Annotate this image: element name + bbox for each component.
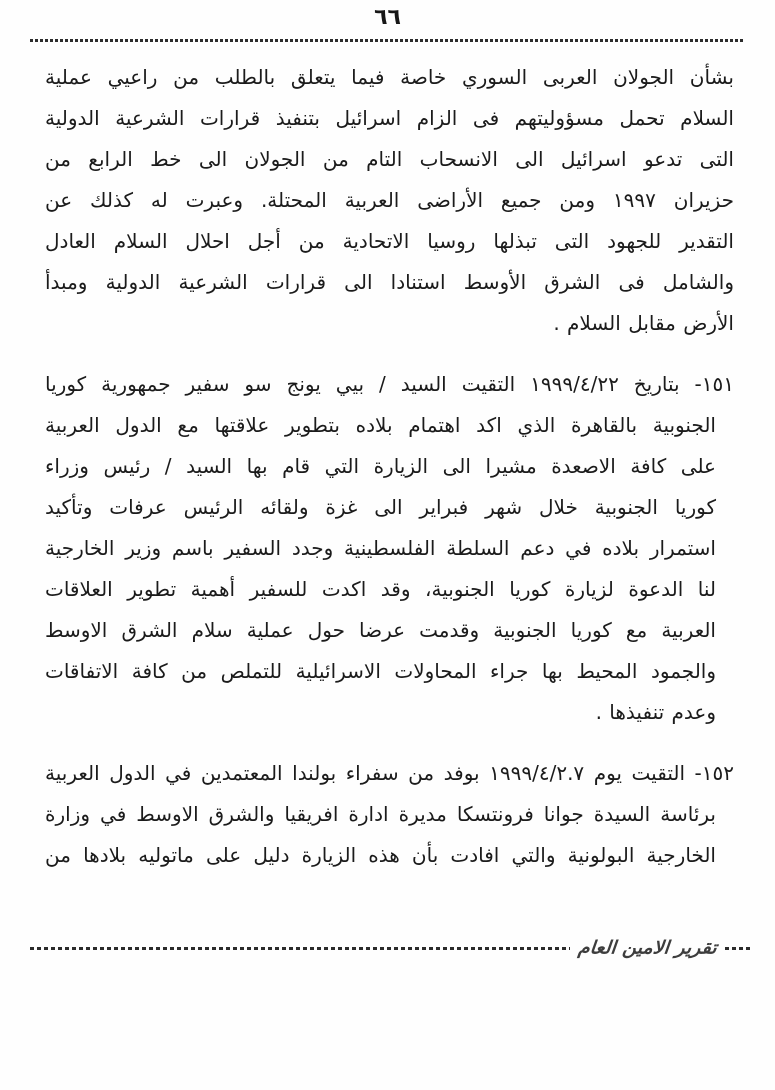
text-line: التى تدعو اسرائيل الى الانسحاب التام من الجولان الى خط الرابع من	[45, 147, 734, 171]
page-number: ٦٦	[374, 5, 401, 30]
text-line: الخارجية البولونية والتي افادت بأن هذه الزيارة دليل على ماتوليه بلادها من	[45, 843, 716, 867]
text-line: على كافة الاصعدة مشيرا الى الزيارة التي قام بها السيد / رئيس وزراء	[45, 454, 716, 478]
text-line: وعدم تنفيذها .	[595, 700, 716, 724]
footer-signature: تقرير الامين العام	[577, 937, 718, 959]
document-body	[45, 57, 734, 896]
text-line: والشامل فى الشرق الأوسط استنادا الى قرارات الشرعية الدولية ومبدأ	[45, 270, 734, 294]
text-line: استمرار بلاده في دعم السلطة الفلسطينية وجدد السفير باسم وزير الخارجية	[45, 536, 716, 560]
text-line: برئاسة السيدة جوانا فرونتسكا مديرة ادارة افريقيا والشرق الاوسط في وزارة	[45, 802, 716, 826]
footer-dash-left	[30, 947, 570, 950]
paragraph-2	[45, 364, 734, 733]
text-line: بشأن الجولان العربى السوري خاصة فيما يتعلق بالطلب من راعيي عملية	[45, 65, 734, 89]
text-line: السلام تحمل مسؤوليتهم فى الزام اسرائيل بتنفيذ قرارات الشرعية الدولية	[45, 106, 734, 130]
text-line: كوريا الجنوبية خلال شهر فبراير الى غزة ولقائه الرئيس عرفات وتأكيد	[45, 495, 716, 519]
text-line: الجنوبية بالقاهرة الذي اكد اهتمام بلاده بتطوير علاقتها مع الدول العربية	[45, 413, 716, 437]
header-divider-rule	[30, 39, 743, 42]
page-footer	[30, 928, 753, 968]
text-line: ١٥١- بتاريخ ١٩٩٩/٤/٢٢ التقيت السيد / بيي يونج سو سفير جمهورية كوريا	[45, 372, 735, 396]
text-line: العربية مع كوريا الجنوبية وقدمت عرضا حول عملية سلام الشرق الاوسط	[45, 618, 716, 642]
text-line: الأرض مقابل السلام .	[553, 311, 734, 335]
text-line: والجمود المحيط بها جراء المحاولات الاسرائيلية للتملص من كافة الاتفاقات	[45, 659, 716, 683]
paragraph-3	[45, 753, 734, 876]
text-line: التقدير للجهود التى تبذلها روسيا الاتحادية من أجل احلال السلام العادل	[45, 229, 734, 253]
text-line: لنا الدعوة لزيارة كوريا الجنوبية، وقد اكدت للسفير أهمية تطوير العلاقات	[45, 577, 716, 601]
text-line: حزيران ١٩٩٧ ومن جميع الأراضى العربية المحتلة. وعبرت له كذلك عن	[45, 188, 734, 212]
text-line: ١٥٢- التقيت يوم ١٩٩٩/٤/٢.٧ بوفد من سفراء بولندا المعتمدين في الدول العربية	[45, 761, 734, 785]
paragraph-continuation	[45, 57, 734, 344]
footer-dash-right	[725, 947, 753, 950]
